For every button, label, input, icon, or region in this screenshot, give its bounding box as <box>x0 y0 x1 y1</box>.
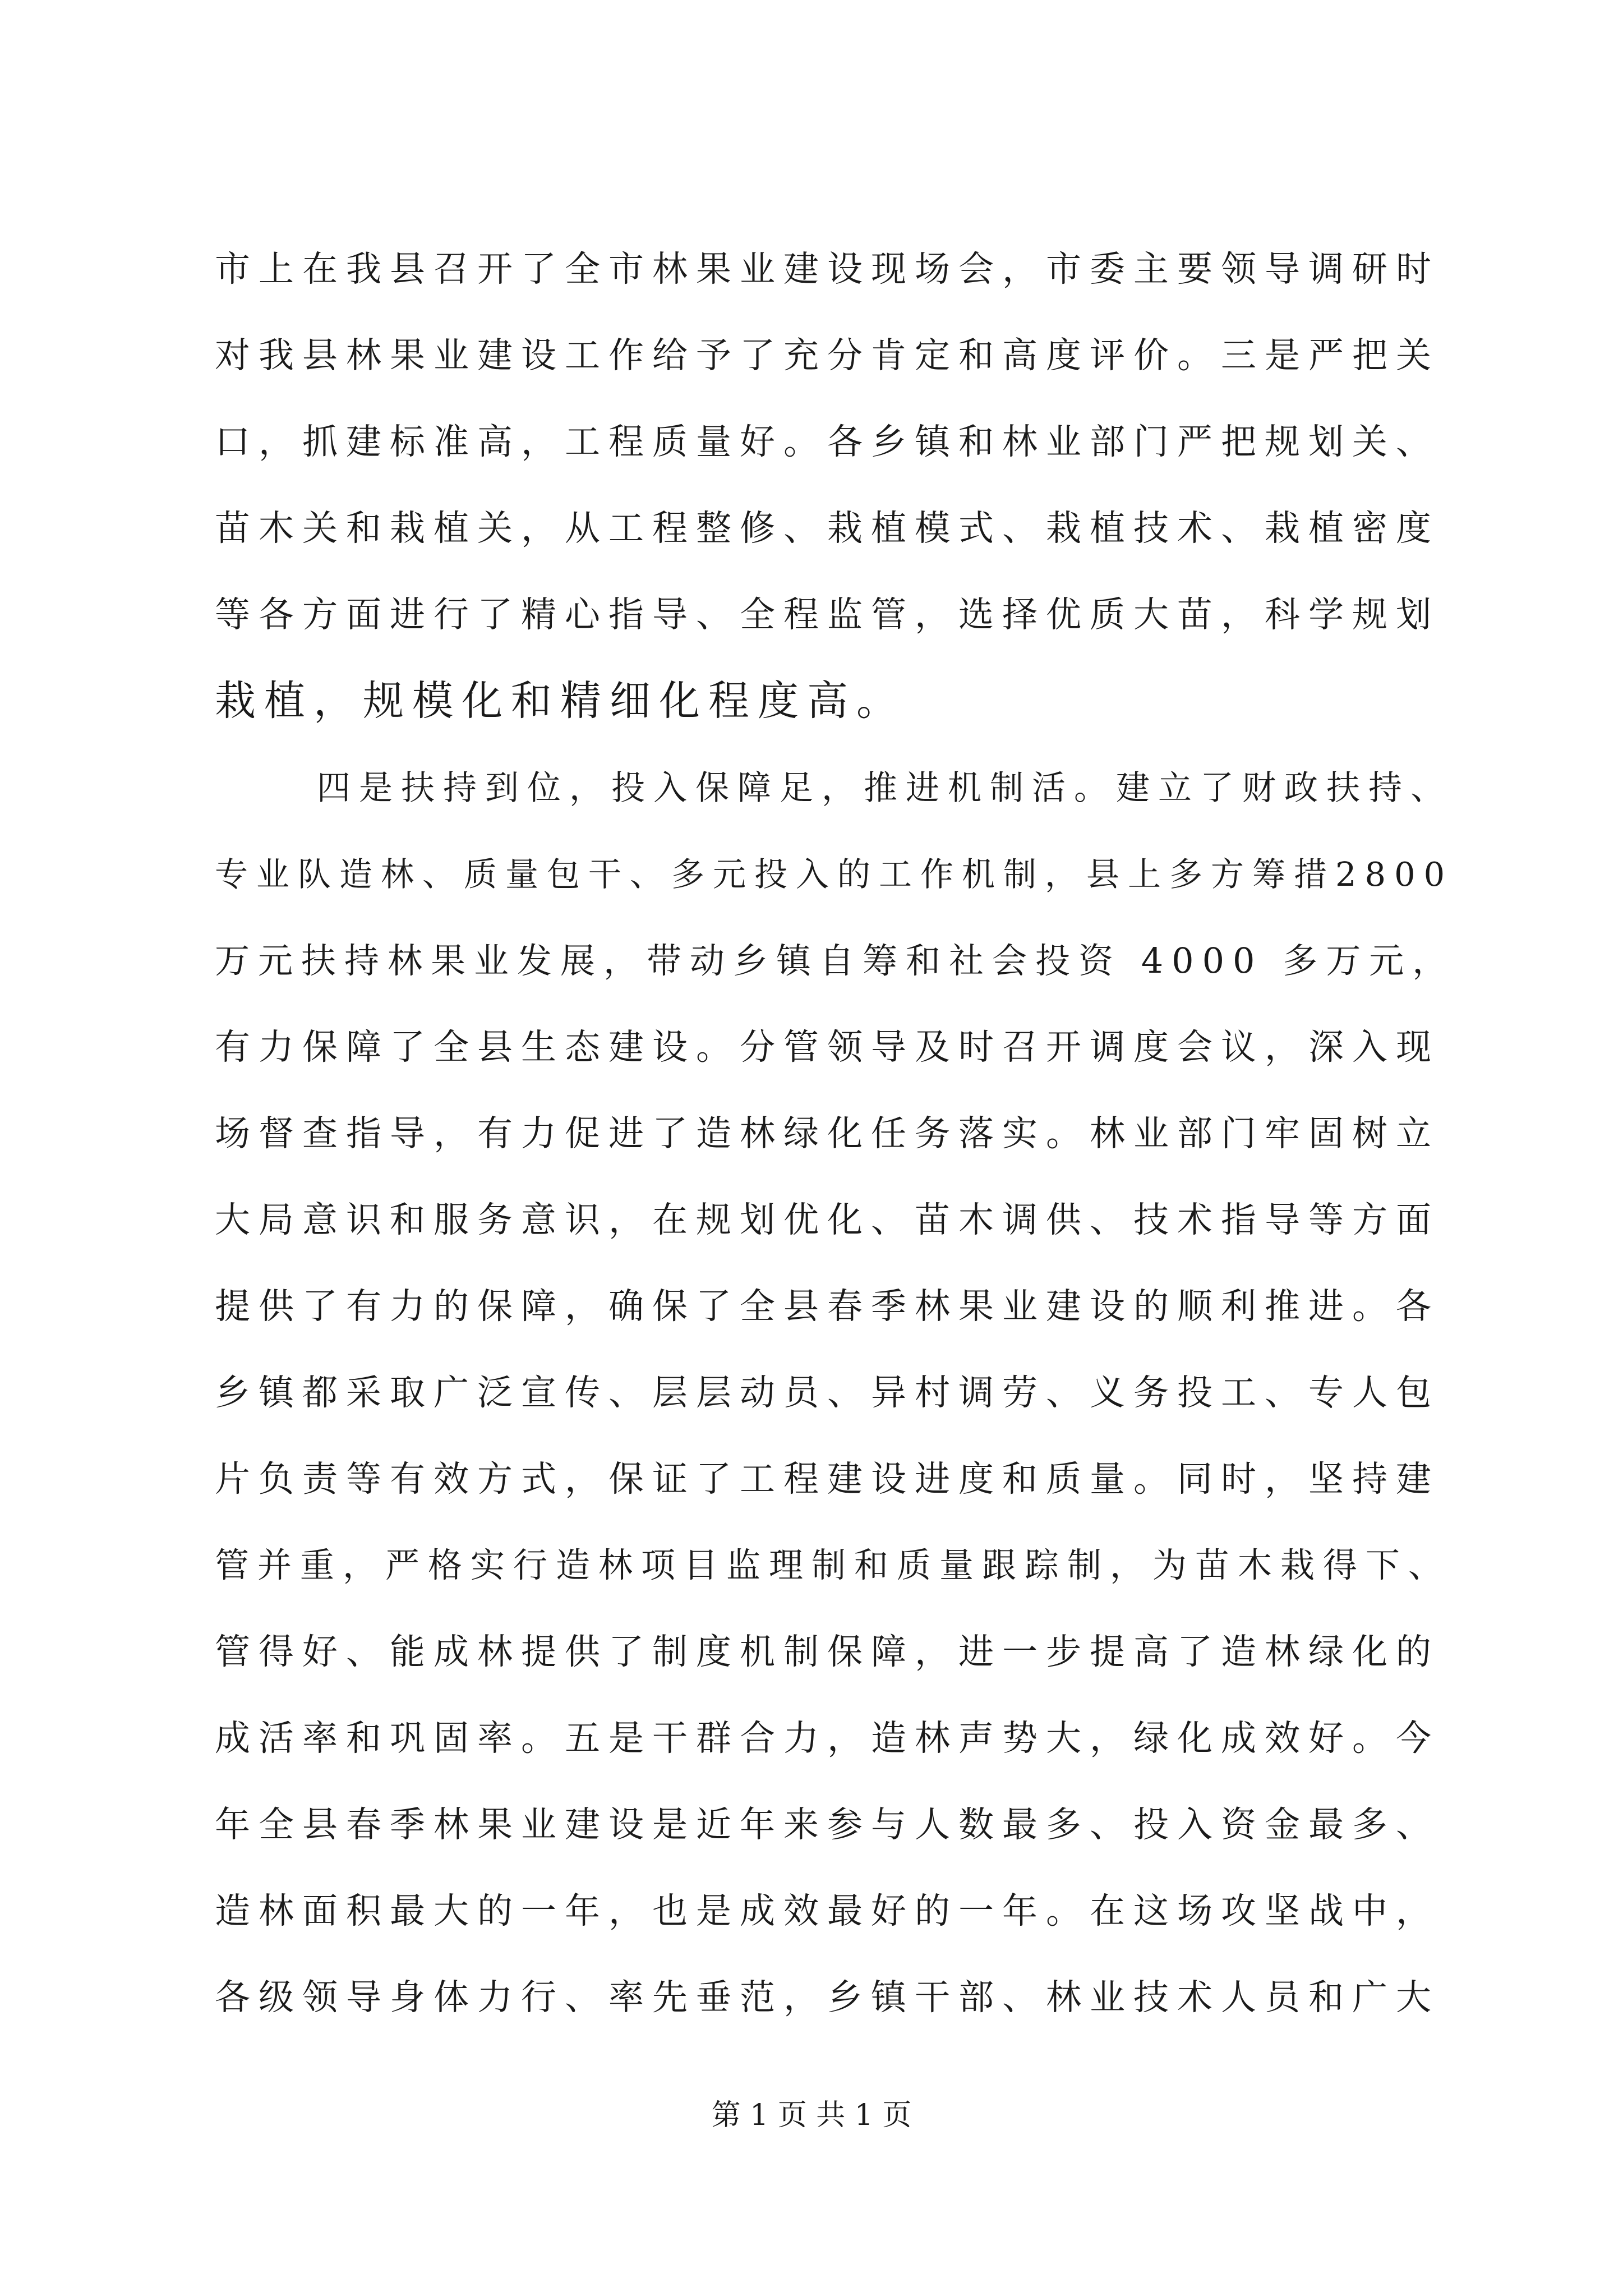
text-line: 市上在我县召开了全市林果业建设现场会，市委主要领导调研时 <box>215 249 1440 289</box>
text-line: 乡镇都采取广泛宣传、层层动员、异村调劳、义务投工、专人包 <box>215 1372 1440 1413</box>
text-line: 场督查指导，有力促进了造林绿化任务落实。林业部门牢固树立 <box>215 1113 1440 1154</box>
text-line: 成活率和巩固率。五是干群合力，造林声势大，绿化成效好。今 <box>215 1718 1440 1759</box>
text-line: 等各方面进行了精心指导、全程监管，选择优质大苗，科学规划 <box>215 594 1440 635</box>
text-line: 有力保障了全县生态建设。分管领导及时召开调度会议，深入现 <box>215 1027 1440 1068</box>
text-line: 大局意识和服务意识，在规划优化、苗木调供、技术指导等方面 <box>215 1199 1440 1240</box>
text-line: 各级领导身体力行、率先垂范，乡镇干部、林业技术人员和广大 <box>215 1977 1440 2018</box>
text-line: 片负责等有效方式，保证了工程建设进度和质量。同时，坚持建 <box>215 1458 1440 1499</box>
text-line: 管并重，严格实行造林项目监理制和质量跟踪制，为苗木栽得下、 <box>215 1545 1451 1585</box>
text-line: 栽植，规模化和精细化程度高。 <box>215 677 906 725</box>
text-line: 口，抓建标准高，工程质量好。各乡镇和林业部门严把规划关、 <box>215 421 1440 462</box>
text-line: 对我县林果业建设工作给予了充分肯定和高度评价。三是严把关 <box>215 335 1440 376</box>
text-line: 管得好、能成林提供了制度机制保障，进一步提高了造林绿化的 <box>215 1631 1440 1672</box>
text-line: 苗木关和栽植关，从工程整修、栽植模式、栽植技术、栽植密度 <box>215 508 1440 549</box>
text-line: 专业队造林、质量包干、多元投入的工作机制，县上多方筹措2800 <box>215 855 1454 894</box>
text-line: 万元扶持林果业发展，带动乡镇自筹和社会投资 4000 多万元， <box>215 940 1456 981</box>
paragraph-first-line: 四是扶持到位，投入保障足，推进机制活。建立了财政扶持、 <box>317 769 1453 808</box>
text-line: 造林面积最大的一年，也是成效最好的一年。在这场攻坚战中， <box>215 1890 1440 1931</box>
page-footer: 第 1 页 共 1 页 <box>711 2099 912 2132</box>
text-line: 提供了有力的保障，确保了全县春季林果业建设的顺利推进。各 <box>215 1286 1440 1327</box>
text-line: 年全县春季林果业建设是近年来参与人数最多、投入资金最多、 <box>215 1804 1440 1845</box>
